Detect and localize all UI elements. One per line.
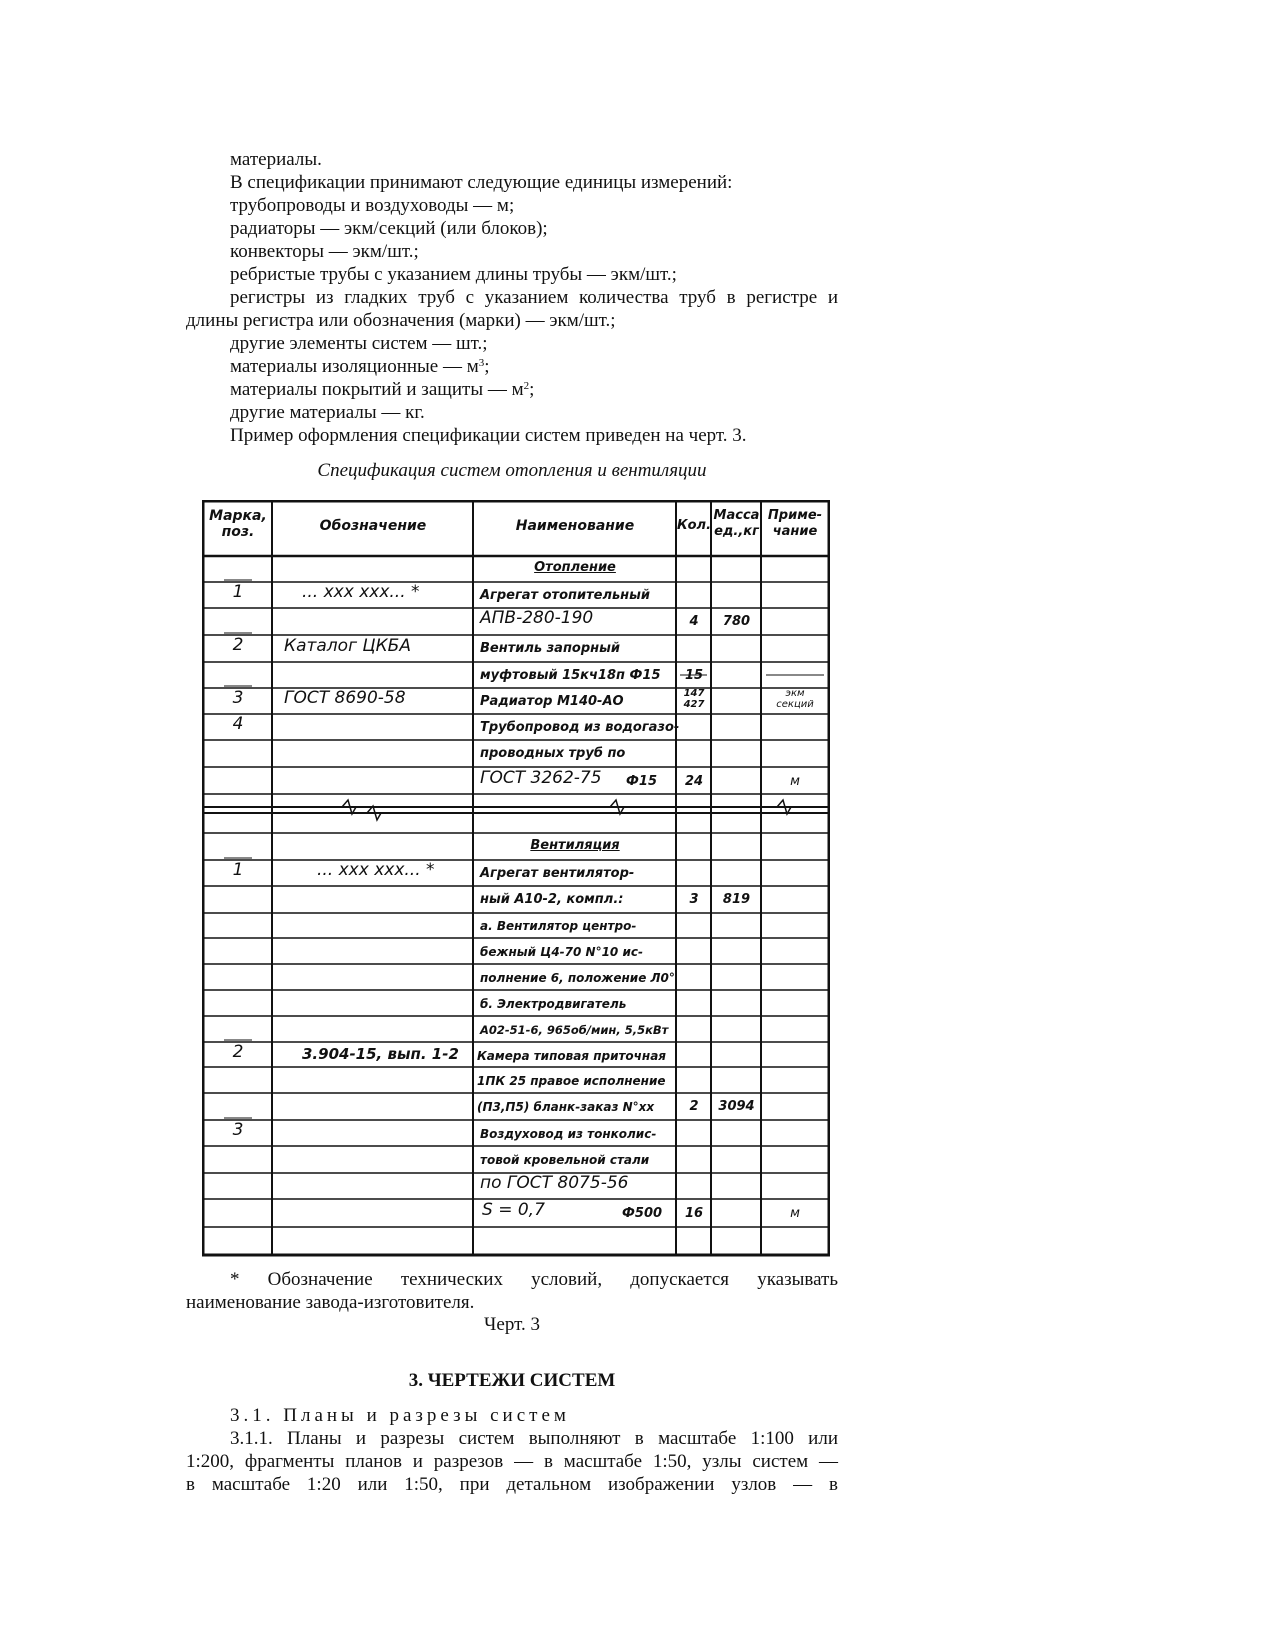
row-designation: ГОСТ 8690-58 xyxy=(284,688,406,708)
superscript: 2 xyxy=(523,380,530,392)
row-name: А02-51-6, 965об/мин, 5,5кВт xyxy=(480,1023,669,1037)
row-name: бежный Ц4-70 N°10 ис- xyxy=(480,945,643,959)
row-designation: ... xxx xxx... * xyxy=(302,582,420,602)
text-line: конвекторы — экм/шт.; xyxy=(230,241,419,262)
text-line: Пример оформления спецификации систем приведен на черт. 3. xyxy=(230,425,747,446)
row-note: м xyxy=(790,774,800,789)
row-qty-fraction: 147 427 xyxy=(683,688,705,710)
text-line: регистры из гладких труб с указанием количества труб в регистре и xyxy=(230,287,838,308)
header-note: Приме- чание xyxy=(767,508,823,539)
superscript: 3 xyxy=(478,357,485,369)
row-name: а. Вентилятор центро- xyxy=(480,919,637,933)
footnote-line: наименование завода-изготовителя. xyxy=(186,1292,475,1313)
row-mark: 2 xyxy=(232,1042,244,1062)
row-name: проводных труб по xyxy=(480,746,626,761)
subsection-title: 3.1. Планы и разрезы систем xyxy=(230,1405,570,1426)
header-mass: Масса ед.,кг xyxy=(713,508,760,539)
text-line: другие элементы систем — шт.; xyxy=(230,333,488,354)
row-name: Агрегат вентилятор- xyxy=(480,866,635,881)
text-line: другие материалы — кг. xyxy=(230,402,425,423)
row-note: м xyxy=(790,1206,800,1221)
row-mark: 1 xyxy=(232,860,244,880)
row-designation: Каталог ЦКБА xyxy=(284,636,411,656)
row-name: АПВ-280-190 xyxy=(480,608,594,628)
row-qty: 16 xyxy=(684,1206,704,1221)
text-line: ребристые трубы с указанием длины трубы — экм/шт.; xyxy=(230,264,677,285)
insulation-text: материалы изоляционные — м xyxy=(230,356,479,377)
row-qty: 24 xyxy=(684,774,704,789)
header-qty: Кол. xyxy=(677,518,712,533)
section-heating: Отопление xyxy=(534,560,616,575)
row-name: Вентиль запорный xyxy=(480,641,621,656)
text-line: радиаторы — экм/секций (или блоков); xyxy=(230,218,548,239)
paragraph-line: 1:200, фрагменты планов и разрезов — в масштабе 1:50, узлы систем — xyxy=(186,1451,838,1472)
text-line: В спецификации принимают следующие единицы измерений: xyxy=(230,172,733,193)
row-name: Агрегат отопительный xyxy=(480,588,651,603)
row-name: ный А10-2, компл.: xyxy=(480,892,624,907)
figure-label: Черт. 3 xyxy=(484,1314,540,1335)
row-mass: 819 xyxy=(722,892,751,907)
section-heading: 3. ЧЕРТЕЖИ СИСТЕМ xyxy=(408,1370,616,1391)
row-name: Радиатор М140-АО xyxy=(480,694,624,709)
text-line: длины регистра или обозначения (марки) — экм/шт.; xyxy=(186,310,616,331)
row-name: б. Электродвигатель xyxy=(480,997,627,1011)
row-name: (П3,П5) бланк-заказ N°хх xyxy=(477,1100,655,1114)
row-name: ГОСТ 3262-75 xyxy=(480,768,602,788)
row-name: 1ПК 25 правое исполнение xyxy=(477,1074,666,1088)
paragraph-line: 3.1.1. Планы и разрезы систем выполняют в масштабе 1:100 или xyxy=(230,1428,838,1449)
header-name: Наименование xyxy=(515,518,635,534)
row-designation: 3.904-15, вып. 1-2 xyxy=(302,1045,459,1063)
row-note: экм секций xyxy=(776,688,814,710)
coatings-text: материалы покрытий и защиты — м xyxy=(230,379,524,400)
row-name: S = 0,7 xyxy=(482,1200,545,1220)
row-designation: ... xxx xxx... * xyxy=(317,860,435,880)
row-name: Трубопровод из водогазо- xyxy=(480,720,680,735)
row-mark: 4 xyxy=(232,714,244,734)
row-mark: 2 xyxy=(232,635,244,655)
row-mass: 3094 xyxy=(718,1099,755,1114)
row-mark: 3 xyxy=(232,688,244,708)
text-line: материалы покрытий и защиты — $м^2$; xyxy=(230,379,535,400)
row-name-dia: Ф15 xyxy=(626,774,657,789)
table-caption: Спецификация систем отопления и вентиляции xyxy=(317,460,707,481)
row-name: полнение 6, положение Л0° xyxy=(480,971,675,985)
row-qty: 15 xyxy=(684,668,704,683)
section-ventilation: Вентиляция xyxy=(530,838,620,853)
header-designation: Обозначение xyxy=(319,518,427,534)
row-qty: 4 xyxy=(689,614,699,629)
specification-table xyxy=(202,500,830,1258)
row-mass: 780 xyxy=(722,614,751,629)
row-name-dia: Ф500 xyxy=(622,1206,663,1221)
header-mark: Марка, поз. xyxy=(209,508,267,540)
row-mark: 3 xyxy=(232,1120,244,1140)
row-qty: 3 xyxy=(689,892,699,907)
row-name: муфтовый 15кч18п Ф15 xyxy=(480,668,661,683)
text-line: материалы изоляционные — $м^3$; xyxy=(230,356,490,377)
paragraph-line: в масштабе 1:20 или 1:50, при детальном изображении узлов — в xyxy=(186,1474,838,1495)
footnote-line: * Обозначение технических условий, допускается указывать xyxy=(230,1269,838,1290)
text-line: материалы. xyxy=(230,149,322,170)
row-mark: 1 xyxy=(232,582,244,602)
row-qty: 2 xyxy=(689,1099,699,1114)
row-name: по ГОСТ 8075-56 xyxy=(480,1173,629,1193)
text-line: трубопроводы и воздуховоды — м; xyxy=(230,195,515,216)
row-name: товой кровельной стали xyxy=(480,1153,650,1167)
row-name: Камера типовая приточная xyxy=(477,1049,667,1063)
row-name: Воздуховод из тонколис- xyxy=(480,1127,657,1141)
